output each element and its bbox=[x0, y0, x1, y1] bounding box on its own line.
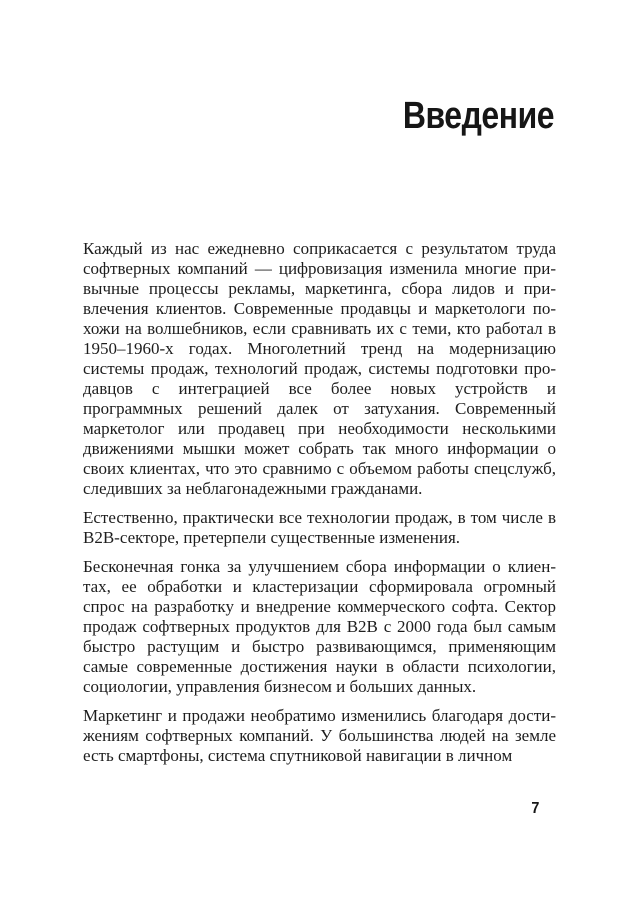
body-paragraph: Каждый из нас ежедневно соприкасается с результатом труда софтверных компаний — цифровизация изменила многие привычные процессы рекламы, маркетинга, сбора лидов и привлечения клиентов. Современные продавцы и маркетологи похожи на волшебников, если сравнивать их с теми, кто работал в 1950–1960-х годах. Многолетний тренд на модернизацию системы продаж, технологий продаж, системы подготовки продавцов с интеграцией все более новых устройств и программных решений далек от затухания. Современный маркетолог или продавец при необходимости несколькими движениями мышки может собрать так много информации о своих клиентах, что это сравнимо с объемом работы спецслужб, следивших за неблагонадежными гражданами. bbox=[83, 239, 556, 498]
body-paragraph: Бесконечная гонка за улучшением сбора информации о клиентах, ее обработки и кластеризации сформировала огромный спрос на разработку и внедрение коммерческого софта. Сектор продаж софтверных продуктов для B2B с 2000 года был самым быстро растущим и быстро развивающимся, применяющим самые современные достижения науки в области психологии, социологии, управления бизнесом и больших данных. bbox=[83, 557, 556, 696]
page-body bbox=[83, 239, 556, 775]
page-number bbox=[522, 799, 548, 819]
body-paragraph: Естественно, практически все технологии продаж, в том числе в B2B-секторе, претерпели существенные изменения. bbox=[83, 508, 556, 547]
body-paragraph: Маркетинг и продажи необратимо изменились благодаря достижениям софтверных компаний. У большинства людей на земле есть смартфоны, система спутниковой навигации в личном bbox=[83, 706, 556, 765]
page-number-text: 7 bbox=[531, 800, 539, 817]
chapter-heading-text: Введение bbox=[402, 95, 554, 137]
chapter-heading bbox=[83, 95, 554, 137]
